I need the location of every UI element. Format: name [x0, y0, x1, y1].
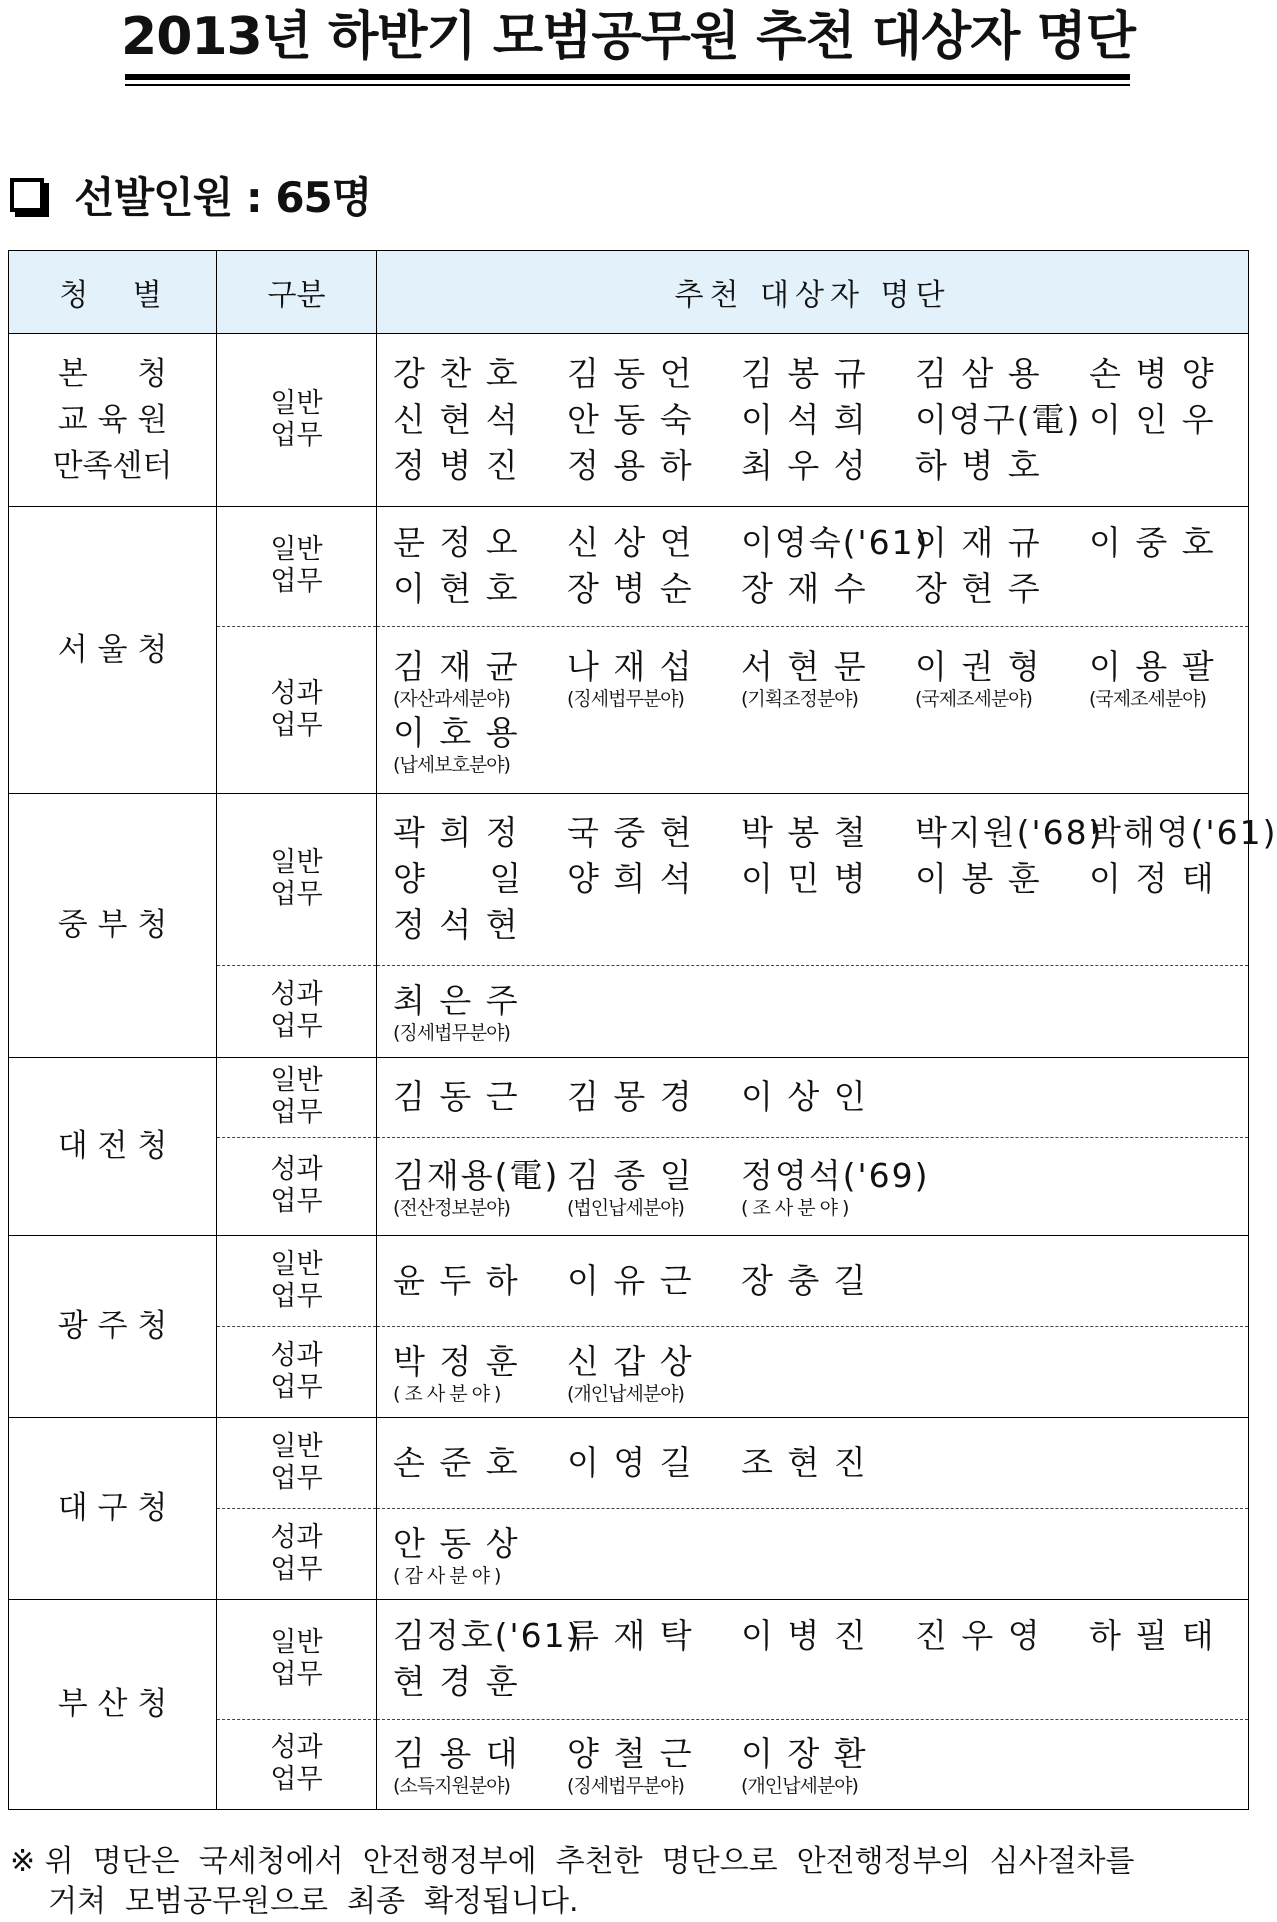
- category-cell: [217, 506, 377, 626]
- nominee-name: 박 봉 철: [741, 813, 868, 853]
- nominee: [1089, 520, 1263, 566]
- nominee-line: [393, 520, 1236, 566]
- nominee-field: ( 조 사 분 야 ): [393, 1383, 501, 1406]
- nominee-line: [393, 1258, 1236, 1304]
- category-label: 일반: [270, 1430, 323, 1462]
- nominee-name: 이영구(電): [915, 399, 1082, 439]
- table-header-row: [9, 251, 1249, 334]
- nominee: [567, 810, 741, 856]
- category-label: 성과: [270, 979, 323, 1011]
- category-label: 업무: [270, 566, 323, 598]
- nominee: [393, 1613, 582, 1659]
- nominee: [393, 1440, 567, 1486]
- nominees-cell: [377, 793, 1277, 966]
- category-cell: [217, 626, 377, 793]
- nominee: [741, 856, 915, 902]
- category-cell: [217, 1235, 377, 1326]
- category-label: 성과: [270, 1154, 323, 1186]
- nominee-name: 양 희 석: [567, 859, 694, 899]
- category-cell: [217, 334, 377, 507]
- office-name: 서 울 청: [57, 631, 168, 668]
- nominee: [567, 351, 741, 397]
- nominees-cell: [377, 626, 1249, 793]
- nominee-table: [8, 250, 1277, 1810]
- nominee-field: (기획조정분야): [741, 687, 858, 710]
- header-office: 청 별: [9, 251, 217, 334]
- nominee: [567, 443, 741, 489]
- nominee-name: 김재용(電): [393, 1156, 560, 1196]
- footnote-line: 거쳐 모범공무원으로 최종 확정됩니다.: [10, 1884, 579, 1919]
- nominee-field: ( 감 사 분 야 ): [393, 1564, 501, 1587]
- nominee: [741, 397, 915, 443]
- category-cell: [217, 1719, 377, 1809]
- nominee-name: 이 유 근: [567, 1261, 694, 1301]
- nominee-name: 이 병 진: [741, 1616, 868, 1656]
- category-label: 업무: [270, 1372, 323, 1404]
- nominees-cell: [377, 966, 1249, 1057]
- nominee-line: [393, 1731, 1236, 1797]
- category-cell: [217, 1599, 377, 1719]
- nominee-name: 손 준 호: [393, 1442, 520, 1482]
- nominee: [915, 1613, 1089, 1659]
- category-label: 업무: [270, 1011, 323, 1043]
- nominee-name: 장 재 수: [741, 569, 868, 609]
- nominee: [393, 1258, 567, 1304]
- category-label: 일반: [270, 387, 323, 419]
- category-label: 업무: [270, 419, 323, 451]
- category-label: 일반: [270, 1065, 323, 1097]
- nominee-name: 이 장 환: [741, 1734, 868, 1774]
- nominee: [393, 810, 567, 856]
- office-cell: [9, 334, 217, 507]
- nominee-name: 이 용 팔: [1089, 646, 1216, 686]
- category-label: 업무: [270, 1553, 323, 1585]
- title-underline-thick: [125, 74, 1130, 80]
- nominee-line: [393, 978, 1236, 1044]
- nominee-line: [393, 443, 1236, 489]
- category-label: 성과: [270, 1732, 323, 1764]
- nominee: [741, 810, 915, 856]
- nominee-name: 김 삼 용: [915, 353, 1042, 393]
- nominee: [393, 1153, 567, 1219]
- nominee: [567, 644, 741, 710]
- category-label: 업무: [270, 1659, 323, 1691]
- nominee-name: 이 중 호: [1089, 523, 1216, 563]
- nominee-line: [393, 1613, 1236, 1659]
- office-name: 만족센터: [52, 447, 173, 484]
- nominee-field: (법인납세분야): [567, 1197, 684, 1220]
- document-title: 2013년 하반기 모범공무원 추천 대상자 명단: [121, 7, 1135, 67]
- nominee-name: 이 정 태: [1089, 859, 1216, 899]
- nominee-name: 이 영 길: [567, 1442, 694, 1482]
- nominee: [915, 520, 1089, 566]
- nominee: [741, 443, 915, 489]
- category-cell: [217, 1327, 377, 1417]
- nominee: [741, 1258, 915, 1304]
- nominee: [1089, 856, 1263, 902]
- nominee-field: ( 조 사 분 야 ): [741, 1197, 849, 1220]
- nominee-name: 최 은 주: [393, 981, 520, 1021]
- footnote-line: ※ 위 명단은 국세청에서 안전행정부에 추천한 명단으로 안전행정부의 심사절차를: [10, 1844, 1135, 1879]
- category-cell: [217, 793, 377, 966]
- nominee: [567, 1613, 741, 1659]
- office-name: 본 청: [57, 355, 168, 392]
- nominees-cell: [377, 1235, 1249, 1326]
- category-label: 업무: [270, 1462, 323, 1494]
- nominee-field: (납세보호분야): [393, 753, 510, 776]
- nominee-name: 이 상 인: [741, 1077, 868, 1117]
- office-name: 교 육 원: [57, 401, 168, 438]
- nominees-cell: [377, 1327, 1249, 1417]
- nominee: [915, 810, 1104, 856]
- nominee-name: 류 재 탁: [567, 1616, 694, 1656]
- office-name: 대 구 청: [57, 1490, 168, 1527]
- category-cell: [217, 1509, 377, 1599]
- nominee-name: 국 중 현: [567, 813, 694, 853]
- nominee-name: 김 동 근: [393, 1077, 520, 1117]
- nominee: [393, 856, 567, 902]
- nominee: [741, 520, 930, 566]
- nominee-name: 이영숙('61): [741, 523, 930, 563]
- nominee-line: [393, 710, 1236, 776]
- nominee-field: (개인납세분야): [741, 1775, 858, 1798]
- nominee: [567, 397, 741, 443]
- nominee: [393, 1659, 567, 1705]
- table-row: [9, 334, 1249, 507]
- nominee: [741, 1613, 915, 1659]
- nominees-cell: [377, 1719, 1249, 1809]
- office-cell: [9, 1599, 217, 1810]
- nominee-name: 신 현 석: [393, 399, 520, 439]
- nominee: [741, 1440, 915, 1486]
- table-body: [9, 334, 1277, 1810]
- nominee-name: 정영석('69): [741, 1156, 930, 1196]
- nominee: [567, 1339, 741, 1405]
- nominee-line: [393, 351, 1236, 397]
- nominee: [915, 856, 1089, 902]
- header-category: 구분: [217, 251, 377, 334]
- category-label: 성과: [270, 677, 323, 709]
- nominee: [741, 351, 915, 397]
- nominee-name: 조 현 진: [741, 1442, 868, 1482]
- category-label: 성과: [270, 1521, 323, 1553]
- nominee: [741, 644, 915, 710]
- nominee-field: (자산과세분야): [393, 687, 510, 710]
- office-name: 중 부 청: [57, 907, 168, 944]
- nominee-field: (징세법무분야): [567, 687, 684, 710]
- nominee-name: 나 재 섭: [567, 646, 694, 686]
- category-label: 업무: [270, 879, 323, 911]
- nominee-name: 김정호('61): [393, 1616, 582, 1656]
- nominee-name: 장 병 순: [567, 569, 694, 609]
- nominee: [915, 397, 1089, 443]
- nominee-name: 김 동 언: [567, 353, 694, 393]
- nominee-name: 김 봉 규: [741, 353, 868, 393]
- nominee: [1089, 644, 1263, 710]
- nominee-name: 김 용 대: [393, 1734, 520, 1774]
- nominee-line: [393, 810, 1277, 856]
- nominee: [393, 644, 567, 710]
- table-row: [9, 1057, 1249, 1137]
- category-cell: [217, 1057, 377, 1137]
- nominee-name: 정 용 하: [567, 445, 694, 485]
- office-name: 광 주 청: [57, 1308, 168, 1345]
- nominee: [1089, 810, 1277, 856]
- nominee-name: 강 찬 호: [393, 353, 520, 393]
- nominee: [393, 520, 567, 566]
- nominee-line: [393, 397, 1236, 443]
- nominee-name: 박 정 훈: [393, 1342, 520, 1382]
- nominee-field: (징세법무분야): [567, 1775, 684, 1798]
- nominee-name: 진 우 영: [915, 1616, 1042, 1656]
- nominee: [393, 1339, 567, 1405]
- nominee-line: [393, 644, 1236, 710]
- nominee-name: 하 필 태: [1089, 1616, 1216, 1656]
- nominee-name: 정 석 현: [393, 905, 520, 945]
- nominee-name: 박해영('61): [1089, 813, 1277, 853]
- office-cell: [9, 1057, 217, 1235]
- category-cell: [217, 1137, 377, 1235]
- category-label: 일반: [270, 534, 323, 566]
- nominee-line: [393, 902, 1236, 948]
- nominee-name: 이 민 병: [741, 859, 868, 899]
- nominee-line: [393, 1659, 1236, 1705]
- nominee-field: (전산정보분야): [393, 1197, 510, 1220]
- office-name: 부 산 청: [57, 1686, 168, 1723]
- nominee: [567, 1440, 741, 1486]
- nominee-name: 양 철 근: [567, 1734, 694, 1774]
- category-label: 일반: [270, 1249, 323, 1281]
- nominee-line: [393, 1440, 1236, 1486]
- nominee: [741, 1731, 915, 1797]
- nominee-name: 이 재 규: [915, 523, 1042, 563]
- nominee-name: 서 현 문: [741, 646, 868, 686]
- office-cell: [9, 1417, 217, 1599]
- office-name: 대 전 청: [57, 1128, 168, 1165]
- nominee-name: 이 호 용: [393, 712, 520, 752]
- nominee-name: 박지원('68): [915, 813, 1104, 853]
- nominee-name: 장 현 주: [915, 569, 1042, 609]
- nominee-name: 문 정 오: [393, 523, 520, 563]
- office-cell: [9, 1235, 217, 1417]
- nominee: [1089, 1613, 1263, 1659]
- nominee: [393, 902, 567, 948]
- nominee-line: [393, 1339, 1236, 1405]
- nominee: [741, 1153, 930, 1220]
- nominees-cell: [377, 1057, 1249, 1137]
- nominee-name: 이 봉 훈: [915, 859, 1042, 899]
- nominee: [915, 351, 1089, 397]
- nominee-name: 곽 희 정: [393, 813, 520, 853]
- nominee-field: (징세법무분야): [393, 1022, 510, 1045]
- category-cell: [217, 966, 377, 1057]
- nominee-name: 이 현 호: [393, 569, 520, 609]
- footnote: [10, 1842, 1250, 1922]
- table-row: [9, 1599, 1249, 1719]
- nominee: [567, 520, 741, 566]
- nominee: [1089, 351, 1263, 397]
- nominees-cell: [377, 334, 1249, 507]
- nominee-name: 이 석 희: [741, 399, 868, 439]
- nominee: [567, 1258, 741, 1304]
- nominee-name: 현 경 훈: [393, 1662, 520, 1702]
- nominee-field: (소득지원분야): [393, 1775, 510, 1798]
- nominee-name: 김 종 일: [567, 1156, 694, 1196]
- nominees-cell: [377, 506, 1249, 626]
- nominee-name: 안 동 상: [393, 1523, 520, 1563]
- office-cell: [9, 793, 217, 1057]
- nominee: [1089, 397, 1263, 443]
- nominees-cell: [377, 1417, 1249, 1508]
- nominee-name: 손 병 양: [1089, 353, 1216, 393]
- nominee: [567, 1153, 741, 1219]
- nominee: [915, 644, 1089, 710]
- table-row: [9, 1417, 1249, 1508]
- header-nominees: 추천 대상자 명단: [377, 251, 1249, 334]
- selection-count: [10, 165, 371, 225]
- nominee: [567, 566, 741, 612]
- nominees-cell: [377, 1599, 1249, 1719]
- nominee-line: [393, 1521, 1236, 1587]
- nominee: [567, 1731, 741, 1797]
- nominee-name: 하 병 호: [915, 445, 1042, 485]
- nominee-name: 신 갑 상: [567, 1342, 694, 1382]
- office-cell: [9, 506, 217, 793]
- nominee-line: [393, 1153, 1236, 1219]
- table-row: [9, 793, 1249, 966]
- table-row: [9, 1235, 1249, 1326]
- title-underline-thin: [125, 84, 1130, 86]
- category-label: 업무: [270, 1281, 323, 1313]
- category-label: 업무: [270, 1764, 323, 1796]
- nominee-name: 이 인 우: [1089, 399, 1216, 439]
- nominee-name: 김 몽 경: [567, 1077, 694, 1117]
- nominee-line: [393, 856, 1236, 902]
- selection-label: 선발인원 : 65명: [74, 173, 372, 222]
- nominee-name: 김 재 균: [393, 646, 520, 686]
- nominee: [915, 566, 1089, 612]
- nominee-name: 안 동 숙: [567, 399, 694, 439]
- nominee-name: 신 상 연: [567, 523, 694, 563]
- nominee: [393, 397, 567, 443]
- nominee-field: (국제조세분야): [1089, 687, 1206, 710]
- checkbox-icon: [10, 178, 44, 212]
- nominee-line: [393, 1074, 1236, 1120]
- nominee-name: 이 권 형: [915, 646, 1042, 686]
- nominee-name: 윤 두 하: [393, 1261, 520, 1301]
- category-label: 업무: [270, 1097, 323, 1129]
- nominee-field: (국제조세분야): [915, 687, 1032, 710]
- nominee-name: 최 우 성: [741, 445, 868, 485]
- nominees-cell: [377, 1137, 1249, 1235]
- category-cell: [217, 1417, 377, 1508]
- category-label: 업무: [270, 1186, 323, 1218]
- nominee: [567, 856, 741, 902]
- category-label: 성과: [270, 1340, 323, 1372]
- nominee: [393, 1521, 567, 1587]
- category-label: 일반: [270, 1627, 323, 1659]
- nominee-name: 장 충 길: [741, 1261, 868, 1301]
- nominee-line: [393, 566, 1236, 612]
- nominee: [915, 443, 1089, 489]
- nominee: [393, 443, 567, 489]
- nominee-field: (개인납세분야): [567, 1383, 684, 1406]
- nominee: [393, 978, 567, 1044]
- nominee-name: 정 병 진: [393, 445, 520, 485]
- nominees-cell: [377, 1509, 1249, 1599]
- nominee: [567, 1074, 741, 1120]
- nominee: [741, 1074, 915, 1120]
- nominee-name: 양 일: [393, 859, 524, 899]
- nominee: [393, 1731, 567, 1797]
- nominee: [393, 566, 567, 612]
- nominee: [741, 566, 915, 612]
- nominee: [393, 351, 567, 397]
- table-row: [9, 506, 1249, 626]
- nominee: [393, 710, 567, 776]
- category-label: 일반: [270, 847, 323, 879]
- category-label: 업무: [270, 709, 323, 741]
- nominee: [393, 1074, 567, 1120]
